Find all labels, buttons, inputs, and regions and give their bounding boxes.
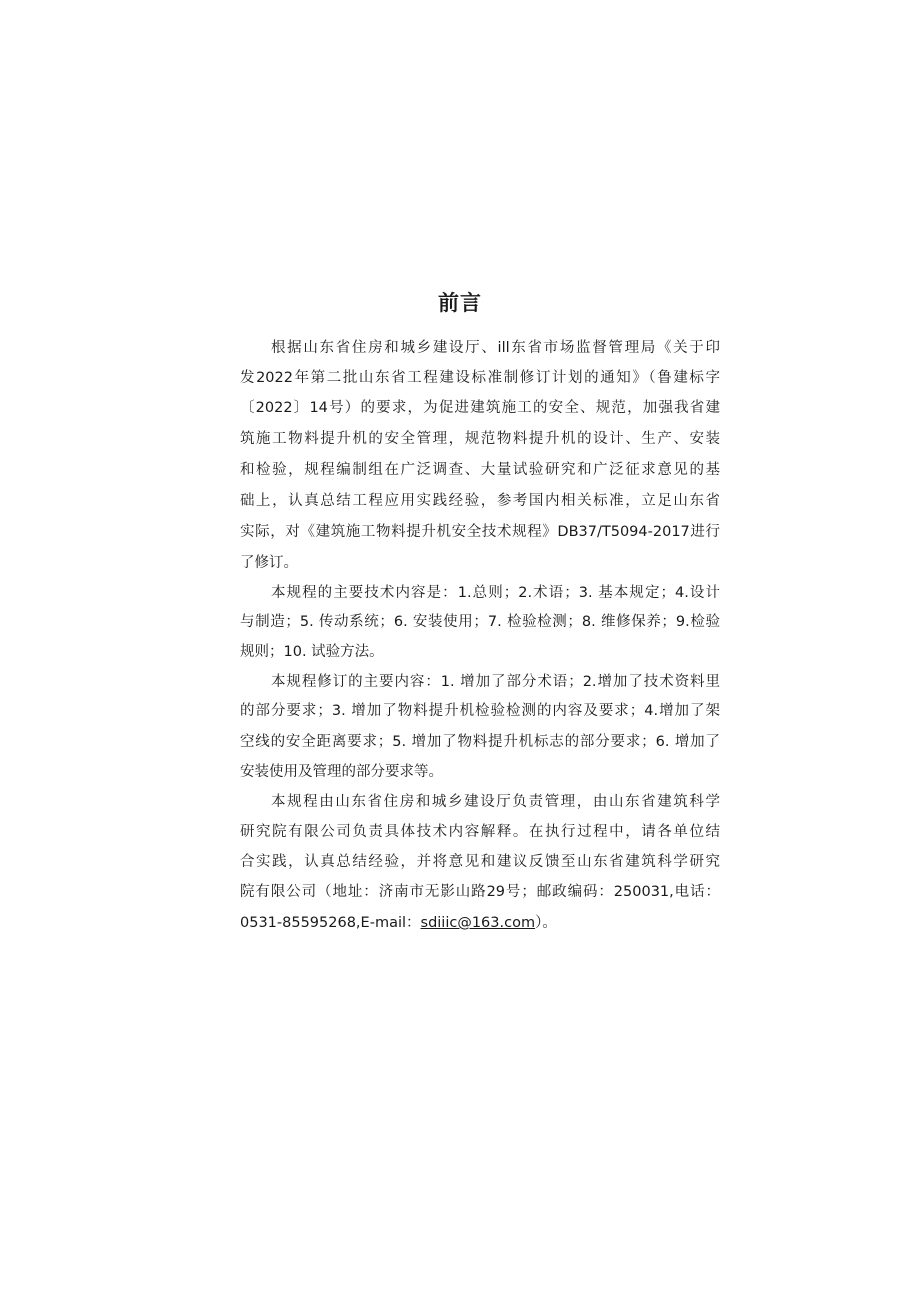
paragraph-2-line: 与制造；5. 传动系统；6. 安装使用；7. 检验检测；8. 维修保养；9.检验 xyxy=(240,614,720,630)
paragraph-3-line: 本规程修订的主要内容：1. 增加了部分术语；2.增加了技术资料里 xyxy=(271,674,720,690)
paragraph-4-line: 研究院有限公司负责具体技术内容解释。在执行过程中，请各单位结 xyxy=(240,824,720,840)
email-link[interactable]: sdiiic@163.com xyxy=(420,915,536,931)
paragraph-4-line: 院有限公司（地址：济南市无影山路29号；邮政编码：250031,电话： xyxy=(240,884,720,900)
paragraph-4-line: 本规程由山东省住房和城乡建设厅负责管理，由山东省建筑科学 xyxy=(271,794,720,810)
paragraph-1-line: 筑施工物料提升机的安全管理，规范物料提升机的设计、生产、安装 xyxy=(240,431,720,447)
paragraph-3-line: 的部分要求；3. 增加了物料提升机检验检测的内容及要求；4.增加了架 xyxy=(240,703,720,719)
paragraph-1-line: 〔2022〕14号）的要求，为促进建筑施工的安全、规范，加强我省建 xyxy=(240,400,720,416)
paragraph-2-line: 规则；10. 试验方法。 xyxy=(240,644,384,660)
paragraph-1-line: 实际，对《建筑施工物料提升机安全技术规程》DB37/T5094-2017进行 xyxy=(240,524,720,540)
contact-phone: 0531-85595268,E-mail： xyxy=(240,915,421,931)
paragraph-3-line: 安装使用及管理的部分要求等。 xyxy=(240,764,443,780)
paragraph-1-line: 发2022年第二批山东省工程建设标准制修订计划的通知》（鲁建标字 xyxy=(240,370,720,386)
paragraph-1-line: 和检验，规程编制组在广泛调查、大量试验研究和广泛征求意见的基 xyxy=(240,462,720,478)
paragraph-1-line: 础上，认真总结工程应用实践经验，参考国内相关标准，立足山东省 xyxy=(240,493,720,509)
contact-line xyxy=(240,908,720,938)
contact-suffix: ）。 xyxy=(535,915,557,931)
paragraph-1-line: 了修订。 xyxy=(240,555,298,571)
paragraph-2-line: 本规程的主要技术内容是：1.总则；2.术语；3. 基本规定；4.设计 xyxy=(271,585,720,601)
paragraph-4-line: 合实践，认真总结经验，并将意见和建议反馈至山东省建筑科学研究 xyxy=(240,854,720,870)
paragraph-3-line: 空线的安全距离要求；5. 增加了物料提升机标志的部分要求；6. 增加了 xyxy=(240,734,720,750)
page-title: 前言 xyxy=(438,291,482,315)
paragraph-1-line: 根据山东省住房和城乡建设厅、ill东省市场监督管理局《关于印 xyxy=(271,340,720,356)
